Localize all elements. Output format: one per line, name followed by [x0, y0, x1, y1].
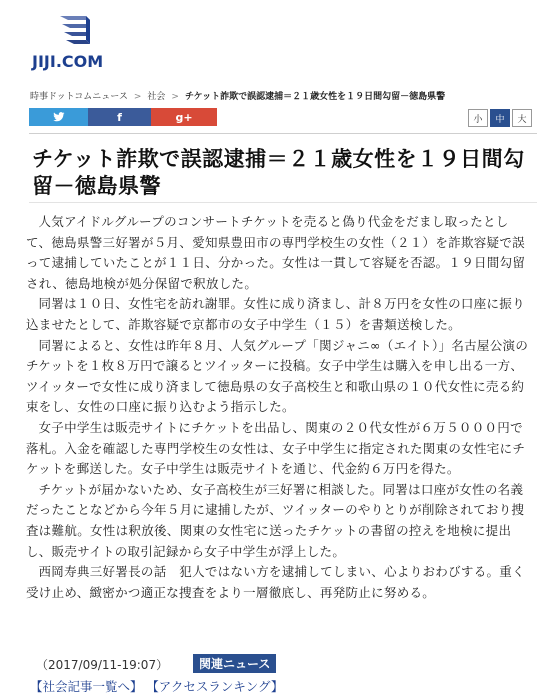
- logo-text: JIJI.COM: [32, 52, 104, 71]
- twitter-bird-icon: [53, 112, 65, 122]
- font-size-small-button[interactable]: 小: [468, 109, 488, 127]
- breadcrumb-home[interactable]: 時事ドットコムニュース: [30, 92, 128, 102]
- googleplus-share-button[interactable]: [151, 108, 217, 126]
- font-size-large-button[interactable]: 大: [512, 109, 532, 127]
- breadcrumb-separator: >: [133, 92, 142, 102]
- article-paragraph: 女子中学生は販売サイトにチケットを出品し、関東の２０代女性が６万５０００円で落札。入金を確認した専門学校生の女性は、女子中学生に指定された関東の女性宅にチケットを郵送した。女子中学生は販売サイトを通じ、代金約６万円を得た。: [26, 419, 526, 477]
- font-size-switcher: [468, 109, 532, 127]
- article-paragraph: 西岡寿典三好署長の話 犯人ではない方を逮捕してしまい、心よりおわびする。重く受け止め、緻密かつ適正な捜査をより一層徹底し、再発防止に努める。: [26, 564, 525, 600]
- jiji-logo[interactable]: [26, 8, 126, 74]
- header-divider: [29, 133, 537, 134]
- googleplus-icon: g+: [175, 110, 193, 124]
- article-headline: チケット詐欺で誤認逮捕＝２１歳女性を１９日間勾留－徳島県警: [32, 147, 525, 198]
- breadcrumb-separator: >: [171, 92, 179, 102]
- font-size-medium-button[interactable]: 中: [490, 109, 510, 127]
- access-ranking-link[interactable]: 【アクセスランキング】: [152, 679, 284, 694]
- article-dateline: （2017/09/11-19:07）: [36, 658, 169, 672]
- article-paragraph: 同署によると、女性は昨年８月、人気グループ「関ジャニ∞（エイト）」名古屋公演のチケットを１枚８万円で譲るとツイッターに投稿。女子中学生は購入を申し出る一方、ツイッターで女性に成り済まして徳島県の女子高校生と和歌山県の１０代女性に売る約束をし、女性の口座に振り込むよう指示した。: [26, 337, 529, 415]
- facebook-icon: f: [117, 110, 122, 124]
- society-article-list-link[interactable]: 【社会記事一覧へ】: [30, 679, 143, 694]
- facebook-share-button[interactable]: [88, 108, 151, 126]
- article-body: [26, 212, 531, 603]
- breadcrumb-society[interactable]: 社会: [147, 92, 166, 102]
- footer-links: [30, 677, 293, 695]
- article-paragraph: チケットが届かないため、女子高校生が三好署に相談した。同署は口座が女性の名義だったことなどから今年５月に逮捕したが、ツイッターのやりとりが削除されており捜査は難航。女性は釈放後、関東の女性宅に送ったチケットの書留の控えを地検に提出し、販売サイトの取引記録から女子中学生が浮上した。: [26, 481, 525, 559]
- related-news-label[interactable]: 関連ニュース: [193, 654, 276, 673]
- breadcrumb-current: チケット詐欺で誤認逮捕＝２１歳女性を１９日間勾留－徳島県警: [184, 92, 446, 102]
- article-paragraph: 人気アイドルグループのコンサートチケットを売ると偽り代金をだまし取ったとして、徳島県警三好署が５月、愛知県豊田市の専門学校生の女性（２１）を詐欺容疑で誤って逮捕していたことが１１日、分かった。女性は一貫して容疑を否認。１９日間勾留され、徳島地検が処分保留で釈放した。: [26, 214, 526, 291]
- breadcrumb: [30, 89, 445, 102]
- article-paragraph: 同署は１０日、女性宅を訪れ謝罪。女性に成り済まし、計８万円を女性の口座に振り込ませたとして、詐欺容疑で京都市の女子中学生（１５）を書類送検した。: [26, 296, 525, 332]
- jiji-logo-mark-icon: [56, 10, 96, 50]
- twitter-share-button[interactable]: [29, 108, 88, 126]
- headline-divider: [29, 202, 537, 203]
